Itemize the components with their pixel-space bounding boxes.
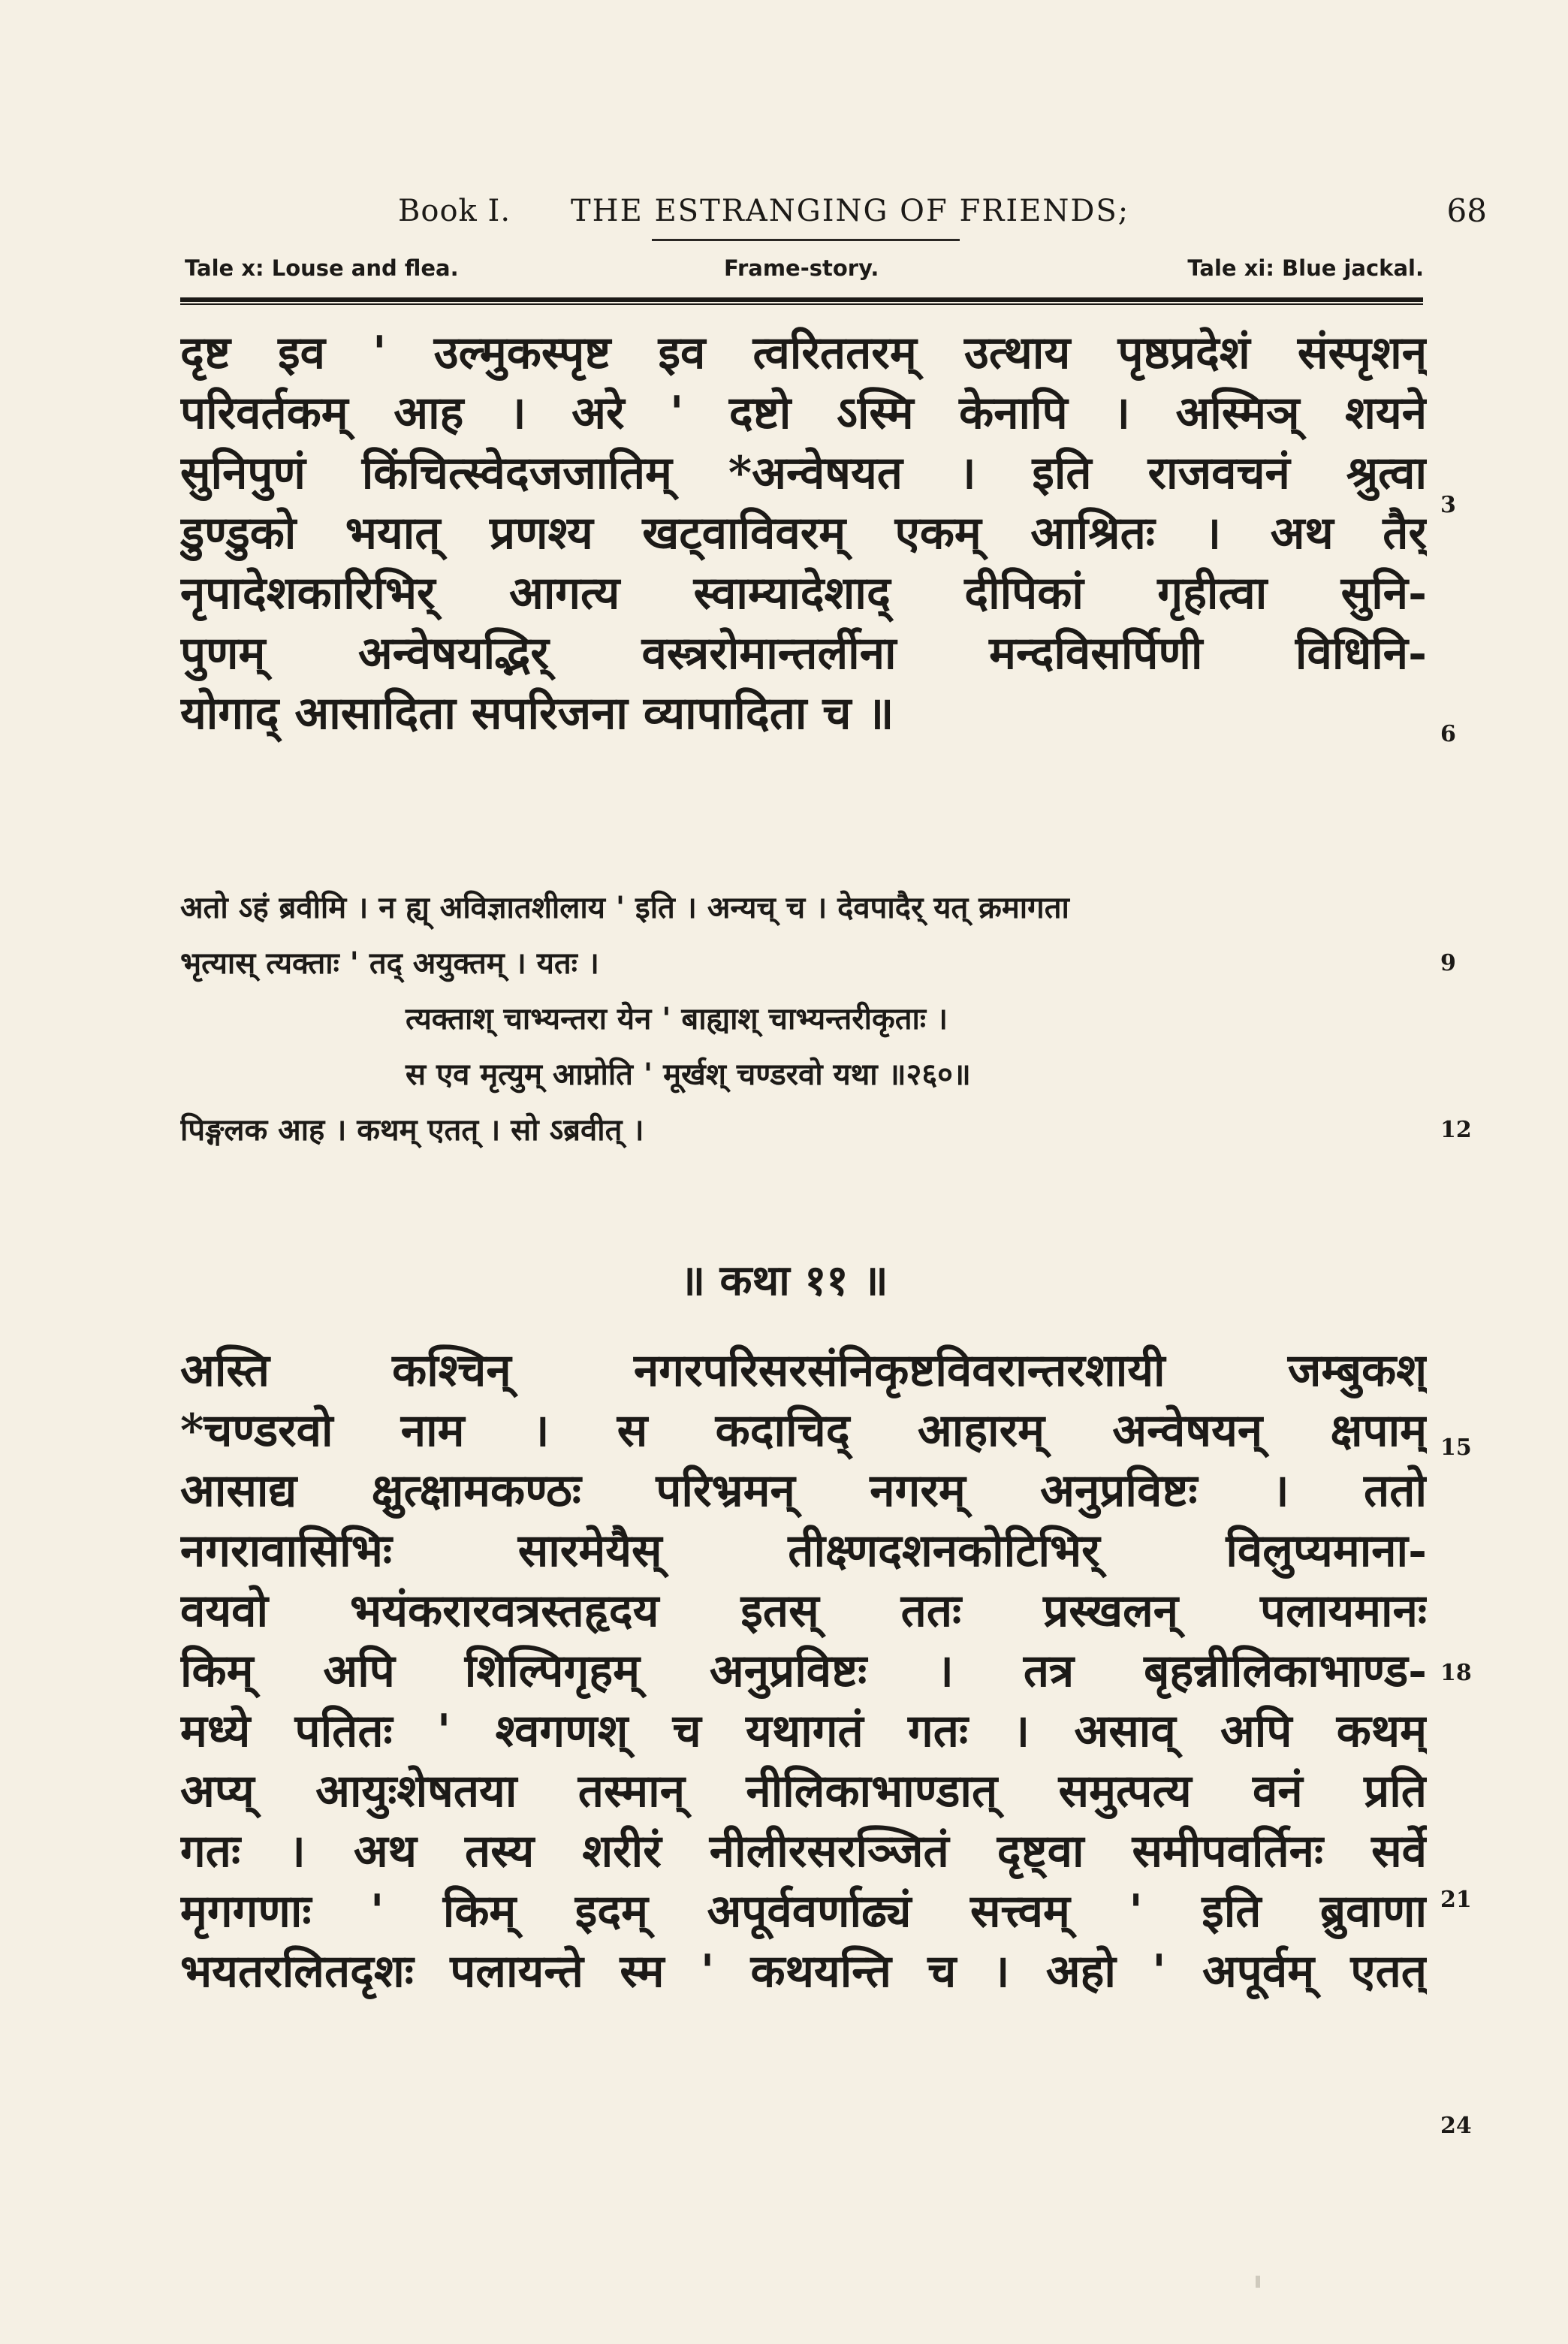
text-line: अतो ऽहं ब्रवीमि । न ह्य् अविज्ञातशीलाय ' इति । अन्यच् च । देवपादैर् यत् क्रमागता (180, 890, 1069, 925)
line-number: 6 (1440, 721, 1456, 747)
text-block-1 (180, 323, 1427, 744)
text-line: *चण्डरवो नाम । स कदाचिद् आहारम् अन्वेषयन् क्षपाम् (180, 1404, 1427, 1457)
book-label: Book I. (398, 194, 511, 228)
text-line: सुनिपुणं किंचित्स्वेदजजातिम् *अन्वेषयत । इति राजवचनं श्रुत्वा (180, 447, 1427, 499)
line-number: 18 (1440, 1660, 1472, 1686)
line-number: 15 (1440, 1434, 1472, 1461)
running-head (180, 188, 1487, 240)
subheads (185, 255, 1424, 289)
text-line: नृपादेशकारिभिर् आगत्य स्वाम्यादेशाद् दीपिकां गृहीत्वा सुनि- (180, 567, 1427, 620)
line-number: 21 (1440, 1887, 1472, 1913)
text-line: डुण्डुको भयात् प्रणश्य खट्वाविवरम् एकम् आश्रितः । अथ तैर् (180, 507, 1427, 560)
text-line: परिवर्तकम् आह । अरे ' दष्टो ऽस्मि केनापि । अस्मिञ् शयने (180, 387, 1427, 439)
text-line: पिङ्गलक आह । कथम् एतत् । सो ऽब्रवीत् । (180, 1112, 644, 1148)
text-line: भयतरलितदृशः पलायन्ते स्म ' कथयन्ति च । अहो ' अपूर्वम् एतत् (180, 1945, 1427, 1998)
text-line: वयवो भयंकरारवत्रस्तहृदय इतस् ततः प्रस्खलन् पलायमानः (180, 1585, 1427, 1637)
text-line: अप्य् आयुःशेषतया तस्मान् नीलिकाभाण्डात् समुत्पत्य वनं प्रति (180, 1765, 1427, 1818)
text-line: पुणम् अन्वेषयद्भिर् वस्त्ररोमान्तर्लीना मन्दविसर्पिणी विधिनि- (180, 627, 1427, 680)
header-double-rule (180, 297, 1423, 305)
line-number: 9 (1440, 950, 1456, 976)
text-line: भृत्यास् त्यक्ताः ' तद् अयुक्तम् । यतः । (180, 946, 599, 981)
tale-heading: ॥ कथा ११ ॥ (680, 1256, 888, 1305)
text-line: दृष्ट इव ' उल्मुकस्पृष्ट इव त्वरिततरम् उत्थाय पृष्ठप्रदेशं संस्पृशन् (180, 327, 1427, 379)
text-line: मृगगणाः ' किम् इदम् अपूर्ववर्णाढ्यं सत्त्वम् ' इति ब्रुवाणा (180, 1885, 1427, 1938)
text-line: अस्ति कश्चिन् नगरपरिसरसंनिकृष्टविवरान्तरशायी जम्बुकश् (180, 1344, 1427, 1397)
subhead-center: Frame-story. (724, 255, 879, 281)
text-line: मध्ये पतितः ' श्वगणश् च यथागतं गतः । असाव् अपि कथम् (180, 1705, 1427, 1757)
text-line: आसाद्य क्षुत्क्षामकण्ठः परिभ्रमन् नगरम् अनुप्रविष्टः । ततो (180, 1465, 1427, 1517)
subhead-right: Tale xi: Blue jackal. (1187, 255, 1424, 281)
text-line: योगाद् आसादिता सपरिजना व्यापादिता च ॥ (180, 687, 894, 740)
paper-speck (1256, 2276, 1260, 2288)
text-block-3 (180, 1341, 1427, 2002)
text-line: नगरावासिभिः सारमेयैस् तीक्ष्णदशनकोटिभिर् विलुप्यमाना- (180, 1525, 1427, 1577)
text-line: किम् अपि शिल्पिगृहम् अनुप्रविष्टः । तत्र बृहन्नीलिकाभाण्ड- (180, 1645, 1427, 1697)
page-number: 68 (1446, 192, 1487, 229)
line-number: 24 (1440, 2113, 1472, 2139)
line-number: 3 (1440, 492, 1456, 518)
text-block-2 (180, 880, 1427, 1158)
chapter-title: THE ESTRANGING OF FRIENDS; (571, 194, 1130, 228)
line-number: 12 (1440, 1117, 1472, 1143)
text-line: गतः । अथ तस्य शरीरं नीलीरसरञ्जितं दृष्ट्वा समीपवर्तिनः सर्वे (180, 1825, 1427, 1878)
verse-line: त्यक्ताश् चाभ्यन्तरा येन ' बाह्याश् चाभ्यन्तरीकृताः । (406, 1001, 948, 1036)
subhead-left: Tale x: Louse and flea. (185, 255, 459, 281)
verse-line: स एव मृत्युम् आप्नोति ' मूर्खश् चण्डरवो यथा ॥२६०॥ (406, 1057, 971, 1092)
title-underline (652, 239, 960, 241)
